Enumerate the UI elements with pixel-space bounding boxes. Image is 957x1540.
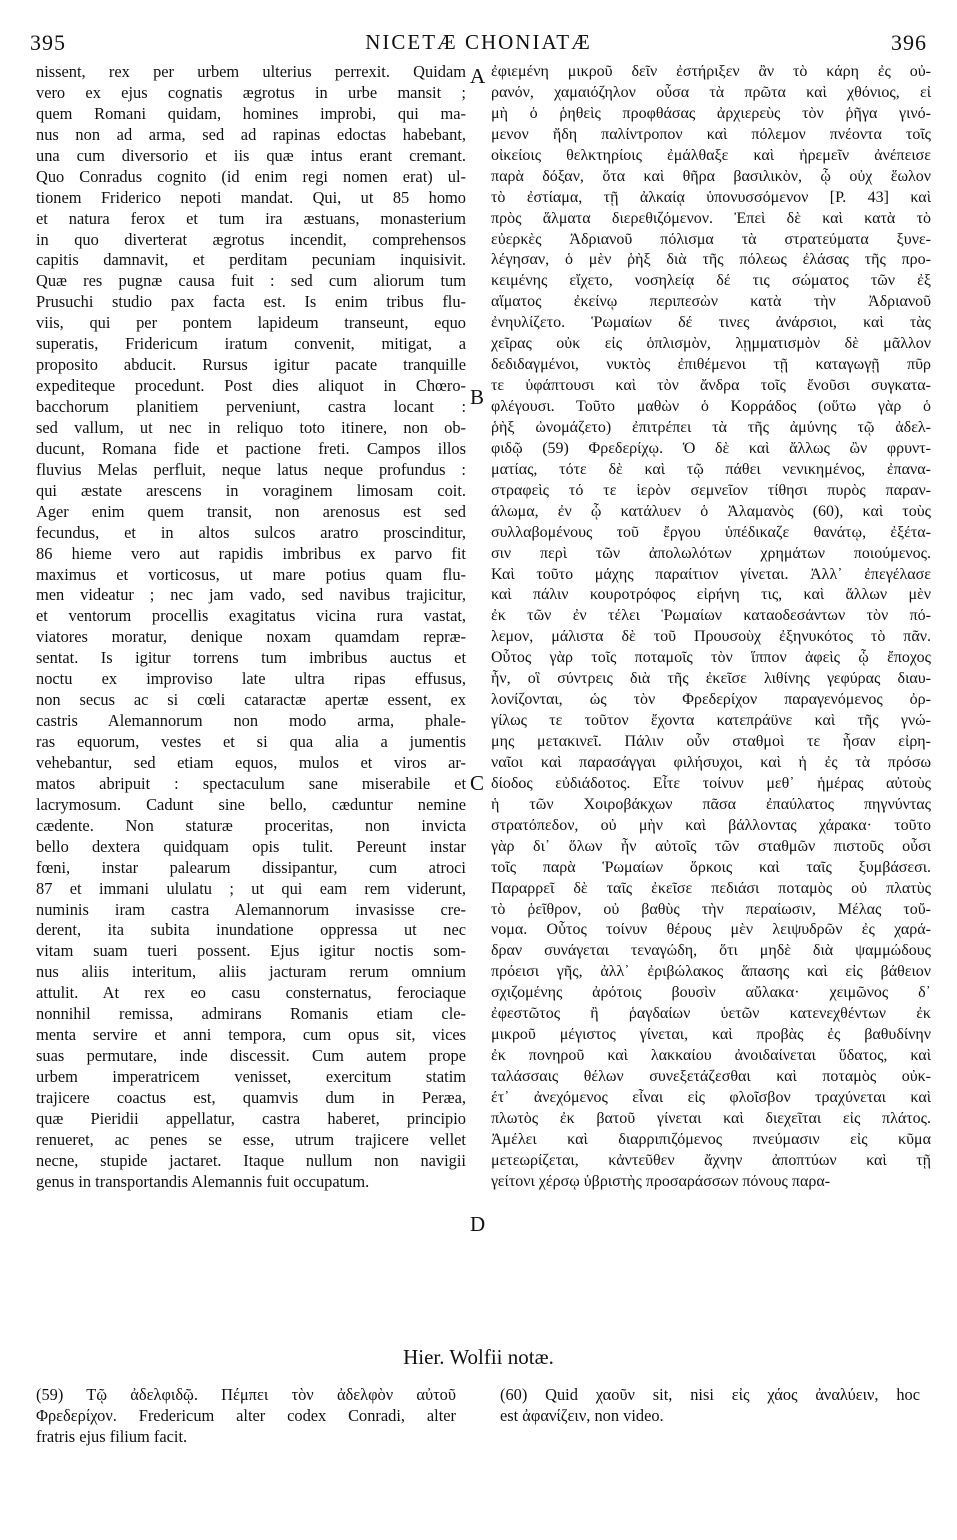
text-line: ρανόν, χαμαιόζηλον οὖσα τὰ πρῶτα καὶ χθόνιος, εἰ (491, 83, 931, 101)
text-line: φιδῷ (59) Φρεδερίχῳ. Ὁ δὲ καὶ ἄλλως ὢν φρυντ- (491, 439, 931, 457)
text-line: πρὸς ἅλματα διερεθιζόμενον. Ἐπεὶ δὲ καὶ κατὰ τὸ (491, 209, 931, 227)
text-line: nonnihil remissa, admirans Romanis etiam cle- (36, 1004, 466, 1024)
text-line: ναῖοι καὶ παρασάγγαι φιλήσυχοι, καὶ ἡ ἐς τὰ πρόσω (491, 753, 931, 771)
text-line: suas permutare, inde discessit. Cum autem prope (36, 1046, 466, 1066)
text-line: ἐκ τῶν ἐν τέλει Ῥωμαίων καταοδεσάντων τὸν πό- (491, 607, 931, 625)
text-line: καὶ πάλιν κουροτρόφος εἰρήνη τις, καὶ ἄλλων μὲν (491, 586, 931, 604)
section-marker-a: A (470, 64, 486, 88)
text-line: Καὶ τοῦτο μάχης παραίτιον γίνεται. Ἀλλ᾽ ἐπεγέλασε (491, 565, 931, 583)
text-line: δραν συνάγεται τεναγώδη, ὅτι μηδὲ διὰ ψαμμώδους (491, 942, 931, 960)
text-line: γείτονι χέρσῳ ὑβριστὴς προσαράσσων πόνους παρα- (491, 1172, 831, 1190)
text-line: ducunt, Romana fide et pactione freti. Campos illos (36, 438, 466, 458)
page-number-right: 396 (891, 30, 927, 55)
text-line: 87 et immani ululatu ; ut qui eam rem viderunt, (36, 878, 466, 898)
text-line: γὰρ δι᾽ ὅλων ἦν αὐτοῖς τῶν σταθμῶν πιστοῦς οὖσι (491, 837, 931, 855)
text-line: Παραρρεῖ δὲ ταῖς ἐκεῖσε πεδιάσι ποταμὸς οὐ πλατὺς (491, 879, 931, 897)
text-line: λονίζονται, ὡς τὸν Φρεδερίχον παραγενόμενος ὀρ- (491, 691, 931, 709)
text-line: nus non ad arma, sed ad rapinas edoctas habebant, (36, 124, 466, 144)
text-line: τὸ ῥεῖθρον, οὐ βαθὺς τὴν περαίωσιν, Μέλας τοὔ- (491, 900, 931, 918)
text-line: attulit. At rex eo casu consternatus, ferociaque (36, 983, 466, 1003)
text-line: ταλάσσαις θέλων συνεξετάζεσθαι καὶ ποταμὸς οὐκ- (491, 1068, 931, 1085)
text-line: et ventorum procellis exagitatus vicina rura vastat, (36, 606, 466, 626)
text-line: cædente. Non staturæ proceritas, non invicta (36, 815, 466, 835)
text-line: castris Alemannorum non modo arma, phale- (36, 711, 466, 731)
text-line: viatores moratur, denique noxam quamdam repræ- (36, 627, 466, 647)
text-line: μης μετακινεῖ. Πάλιν οὖν σταθμοὶ τε ἦσαν εἰρη- (491, 733, 931, 750)
text-line: nus aliis interitum, aliis jacturam rerum omnium (36, 962, 466, 982)
text-line: φλέγουσι. Τοῦτο μαθὼν ὁ Κορράδος (οὕτω γὰρ ὁ (491, 398, 931, 415)
text-line: τὸ ἐστίαμα, τῇ ἀλκαίᾳ ὑπονυσσόμενον [P. 43] καὶ (491, 188, 931, 206)
text-line: Quo Conradus cognito (id enim regi nomen erat) ul- (36, 166, 466, 186)
text-line: νομα. Οὗτος τοίνυν θέρους μὲν λειψυδρῶν ἐς χαρά- (491, 921, 931, 939)
page-header (30, 30, 927, 60)
text-line: nissent, rex per urbem ulterius perrexit. Quidam (36, 62, 466, 81)
text-line: viis, qui per pontem lapideum transeunt, equo (36, 313, 466, 333)
text-line: Φρεδερίχον. Fredericum alter codex Conradi, alter (36, 1406, 456, 1425)
text-line: derent, ita subita inundatione oppressa ut nec (36, 920, 466, 940)
section-marker-d: D (470, 1212, 486, 1236)
text-line: necne, stupide jactaret. Itaque nullum non navigii (36, 1150, 466, 1170)
section-marker-b: B (470, 385, 485, 409)
text-line: πρόεισι γῆς, ἀλλ᾽ ἐριβώλακος ἅπασης καὶ εἰς βάθειον (491, 963, 931, 981)
text-line: εὐερκὲς Ἀδριανοῦ πόλισμα τὰ στρατεύματα ξυνε- (491, 230, 931, 248)
text-line: renueret, ac penes se esse, utrum trajicere vellet (36, 1129, 466, 1149)
text-line: σιν περὶ τῶν ἀπολωλότων χρημάτων ποιούμενος. (491, 544, 931, 562)
footnote-60 (500, 1384, 920, 1426)
text-line: maximus et vorticosus, ut mare potius quam flu- (36, 564, 466, 584)
text-line: λέγησαν, ὁ μὲν ῥὴξ διὰ τῆς πόλεως ἐλάσας τῆς προ- (491, 251, 931, 269)
text-line: Prusuchi studio pax facta est. Is enim tribus flu- (36, 292, 466, 312)
text-line: vitam suam tueri possent. Ejus igitur noctis som- (36, 941, 466, 961)
footnote-59 (36, 1384, 456, 1447)
text-line: urbem imperatricem venisset, exercitum statim (36, 1067, 466, 1086)
text-line: vero ex ejus cognatis ægrotus in urbe mansit ; (36, 82, 466, 102)
section-marker-c: C (470, 771, 485, 795)
text-line: μετεωρίζεται, κἀντεῦθεν ἄχνην ἀποπτύων καὶ τῇ (491, 1151, 931, 1169)
text-line: tionem Friderico nepoti mandat. Qui, ut 85 homo (36, 187, 466, 207)
text-line: est ἀφανίζειν, non video. (500, 1406, 664, 1425)
text-line: proposito abducit. Rursus igitur pacate tranquille (36, 355, 466, 375)
text-line: sed vallum, ut nec in reliquo toto itinere, non ob- (36, 417, 466, 437)
text-line: ἐνηυλίζετο. Ῥωμαίων δέ τινες ἀνάρσιοι, καὶ τὰς (491, 314, 931, 332)
text-line: men videatur ; nec jam vado, sed navibus trajicitur, (36, 585, 466, 605)
text-line: τοῖς παρὰ Ῥωμαίων ὅρκοις καὶ ταῖς ξυμβάσεσι. (491, 858, 931, 876)
text-line: menta servire et anni tempora, cum opus sit, vices (36, 1025, 466, 1045)
text-line: in quo diverterat ægrotus incendit, comprehensos (36, 229, 466, 249)
text-line: Ἀμέλει καὶ διαρριπιζόμενος πνεύμασιν εἰς κῦμα (491, 1130, 931, 1148)
text-line: et natura ferox et tum ira æstuans, monasterium (36, 208, 466, 228)
text-line: ἐφιεμένη μικροῦ δεῖν ἐστήριξεν ἂν τὸ κάρη ἐς οὐ- (491, 63, 931, 80)
text-line: λεμον, μάλιστα δὲ τοῦ Προυσοὺχ ἐξηνυκότος τὸ πᾶν. (491, 628, 931, 646)
text-line: ἐφεστῶτος ἢ ῥαγδαίων ὑετῶν κατενεχθέντων ἐκ (491, 1005, 931, 1023)
text-line: οἰκείοις θελκτηρίοις ἐμάλθαξε καὶ ἠρεμεῖν ἀνέπεισε (491, 146, 931, 164)
text-line: bacchorum planitiem perveniunt, castra locant : (36, 397, 466, 416)
text-line: Οὗτος γὰρ τοῖς ποταμοῖς τὸν ἵππον ἀφεὶς ᾧ ἔποχος (491, 649, 931, 667)
text-line: fecundus, et in altos sulcos aratro proscinditur, (36, 522, 466, 542)
text-line: bello dextera quidquam opis tulit. Pereunt instar (36, 836, 466, 856)
notes-heading: Hier. Wolfii notæ. (403, 1345, 554, 1369)
text-line: στραφεὶς τό τε ἱερὸν σεμνεῖον τίθησι πυρὸς παραν- (491, 481, 931, 499)
text-line: δεδιδαγμένοι, νυκτὸς ἐπιθέμενοι τῇ καταγωγῇ πῦρ (491, 356, 931, 374)
text-line: capitis damnavit, et perditam pecuniam inquisivit. (36, 250, 466, 270)
text-line: una cum diversorio et iis quæ intus erant cremant. (36, 145, 466, 165)
text-line: σχιζομένης ἀρότοις βουσὶν αὔλακα· χειμῶνος δ᾽ (491, 984, 931, 1002)
text-line: vehebantur, sed etiam equos, mulos et viros ar- (36, 752, 466, 772)
text-line: αἵματος ἐκείνῳ περιπεσὼν κατὰ τὴν Ἀδριανοῦ (491, 293, 931, 311)
text-line: στρατόπεδον, οὐ μὴν καὶ βάλλοντας χάρακα· τοῦτο (491, 816, 931, 834)
text-line: noctu ex improviso late ultra ripas effusus, (36, 669, 466, 689)
text-line: superatis, Fridericum iratum convenit, mitigat, a (36, 334, 466, 354)
text-line: Quæ res pugnæ causa fuit : sed cum aliorum tum (36, 271, 466, 291)
text-line: ῥὴξ ὠνομάζετο) ἐπιτρέπει τὰ τῆς ἀμύνης τῷ ἀδελ- (491, 418, 931, 436)
text-line: ἐκ πονηροῦ καὶ λακκαίου ἀνοιδαίνεται ὕδατος, καὶ (491, 1047, 931, 1065)
text-line: παρὰ δόξαν, ὅτα καὶ θῆρα βασιλικὸν, ᾧ οὐχ ἕωλον (491, 167, 931, 185)
text-line: qui æstate arescens in voraginem limosam coit. (36, 480, 466, 500)
text-line: sentat. Is igitur torrens tum imbribus auctus et (36, 648, 466, 668)
text-line: numinis iram castra Alemannorum invasisse cre- (36, 899, 466, 919)
text-line: trajicere coactus est, quamvis dum in Peræa, (36, 1087, 466, 1107)
text-line: fœni, instar palearum dissipantur, cum atroci (36, 857, 466, 877)
text-line: χεῖρας οὐκ εἰς ὁπλισμὸν, λῃμματισμὸν δὲ μᾶλλον (491, 335, 931, 353)
text-line: γίλως τε τοῦτον ἔχοντα κατεπράϋνε καὶ τῆς γνώ- (491, 712, 931, 730)
text-line: ἦν, οἳ σύντρεις διὰ τῆς ἐκεῖσε λιθίνης γεφύρας διαυ- (491, 670, 931, 688)
text-line: μὴ ὁ ῥηθεὶς προφθάσας ἀρχιερεὺς τὸν ῥῆγα γινό- (491, 104, 931, 122)
page-number-left: 395 (30, 30, 66, 55)
text-line: ματίας, τότε δὲ καὶ τῷ πάθει νενικημένος, ἐπανα- (491, 460, 931, 478)
text-line: ras equorum, vestes et si qua alia a jumentis (36, 732, 466, 751)
text-line: quæ Pieridii appellatur, castra haberet, principio (36, 1108, 466, 1128)
running-title: NICETÆ CHONIATÆ (365, 30, 592, 54)
greek-column (491, 62, 931, 1193)
text-line: έτ᾽ ἀνεχόμενος εἶναι εἰς φλοῖσβον τραχύνεται καὶ (491, 1088, 931, 1106)
text-line: μενον ἤδη παλίντροπον καὶ πόλεμον πνέοντα τοῖς (491, 125, 931, 143)
text-line: άλωμα, ἐν ᾧ κατάλυεν ὁ Ἀλαμανὸς (60), καὶ τοὺς (491, 502, 931, 520)
text-line: συλλαβομένους τοῦ ἔργου ὑπέδικαζε θανάτῳ, ἐξέτα- (491, 523, 931, 541)
text-line: non secus ac si cœli cataractæ apertæ essent, ex (36, 690, 466, 710)
text-line: lacrymosum. Cadunt sine bello, cæduntur nemine (36, 794, 466, 814)
latin-column (36, 62, 466, 1193)
text-line: quem Romani quidam, homines improbi, qui ma- (36, 103, 466, 123)
text-line: fluvius Melas perfluit, neque latus neque profundus : (36, 459, 466, 479)
text-line: (60) Quid χαοῦν sit, nisi εἰς χάος ἀναλύειν, hoc (500, 1385, 920, 1404)
text-line: δίοδος εὐδιάδοτος. Εἶτε τοίνυν μεθ᾽ ἡμέρας αὐτοὺς (491, 774, 931, 792)
text-line: μικροῦ μέγιστος γίνεται, καὶ προβὰς ἐς βαθυδίνην (491, 1026, 931, 1044)
text-line: Ager enim quem transit, non arenosus est sed (36, 501, 466, 521)
text-line: fratris ejus filium facit. (36, 1427, 188, 1446)
text-line: 86 hieme vero aut rapidis imbribus ex parvo fit (36, 543, 466, 563)
text-line: matos abripuit : spectaculum sane miserabile et (36, 773, 466, 793)
text-line: expediteque procedunt. Post dies aliquot in Chœro- (36, 376, 466, 396)
text-line: (59) Τῷ ἀδελφιδῷ. Πέμπει τὸν ἀδελφὸν αὐτοῦ (36, 1385, 456, 1404)
text-line: τε ὑφάπτουσι καὶ τὸν ἄνδρα τοῖς ἔνοῦσι συγκατα- (491, 377, 931, 395)
text-line: genus in transportandis Alemannis fuit occupatum. (36, 1171, 370, 1191)
text-line: ἡ τῶν Χοιροβάκχων πᾶσα ἐπαύλατος πηγνύντας (491, 795, 931, 813)
text-line: πλωτὸς ἐκ βατοῦ γίνεται καὶ διεχεῖται εἰς πλάτος. (491, 1109, 931, 1127)
text-line: κειμένης εἴχετο, νοσηλείᾳ δέ τις σώματος τῶν ἐξ (491, 272, 931, 290)
